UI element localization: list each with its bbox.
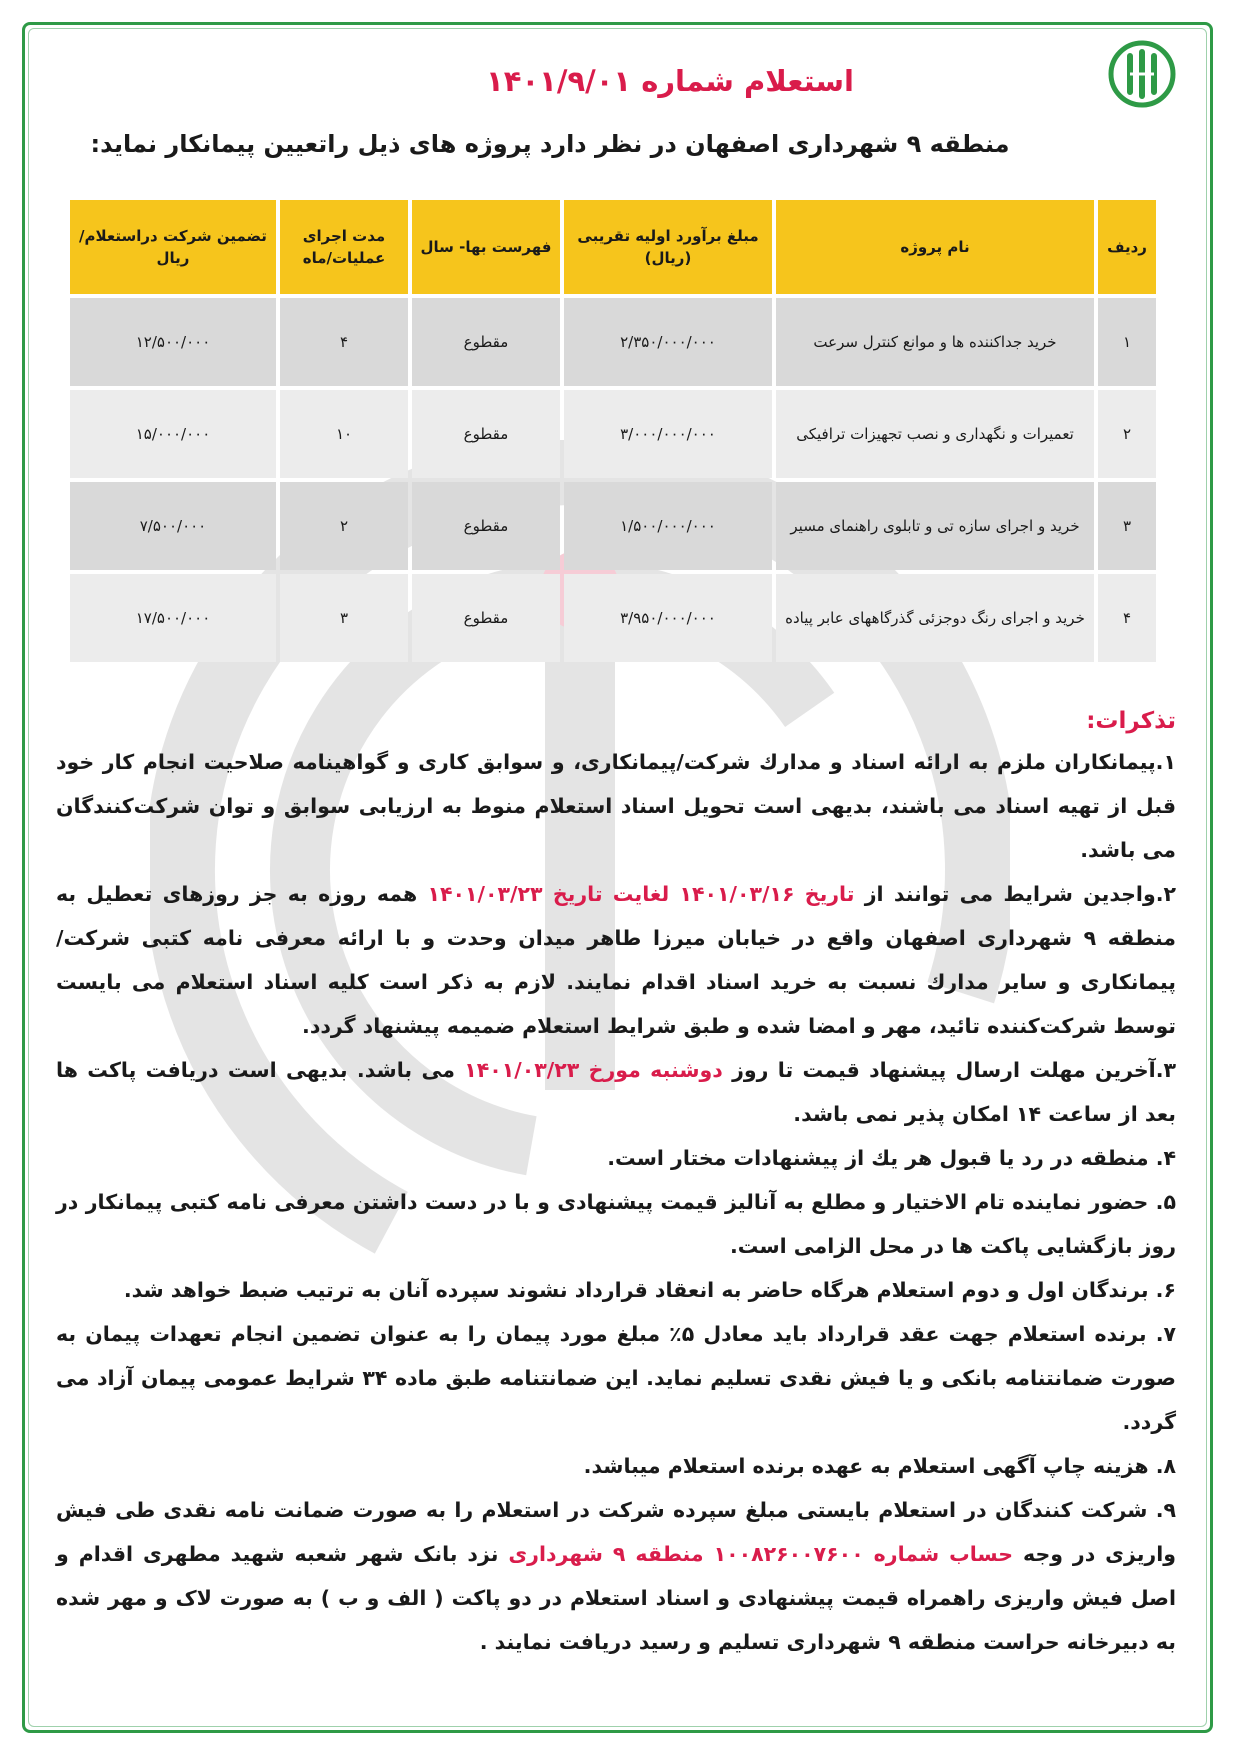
cell-price-list: مقطوع (412, 298, 560, 386)
note-1: ۱.پیمانکاران ملزم به ارائه اسناد و مدارك شرکت/پیمانکاری، و سوابق کاری و گواهینامه صلاحیت انجام کار خود قبل از تهیه اسناد می باشند، بدیهی است تحویل اسناد استعلام منوط به ارزیابی سوابق و توان شرکت‌کنندگان می باشد. (56, 750, 1176, 862)
cell-project-name: خرید جداکننده ها و موانع کنترل سرعت (776, 298, 1094, 386)
cell-duration: ۳ (280, 574, 408, 662)
cell-estimate: ۳/۹۵۰/۰۰۰/۰۰۰ (564, 574, 772, 662)
note-3-text-end: می باشد. بدیهی است دریافت پاکت ها بعد از ساعت ۱۴ امکان پذیر نمی باشد. (56, 1058, 1176, 1126)
cell-estimate: ۳/۰۰۰/۰۰۰/۰۰۰ (564, 390, 772, 478)
note-2 (56, 872, 1176, 1048)
note-9 (56, 1488, 1176, 1664)
cell-index: ۱ (1098, 298, 1156, 386)
note-2-date-range: تاریخ ۱۴۰۱/۰۳/۱۶ لغایت تاریخ ۱۴۰۱/۰۳/۲۳ (427, 882, 855, 906)
table-row (70, 482, 1156, 570)
note-5: ۵. حضور نماینده تام الاختیار و مطلع به آنالیز قیمت پیشنهادی و با در دست داشتن معرفی نامه کتبی پیمانکار در روز بازگشایی پاکت ها در محل الزامی است. (56, 1190, 1176, 1258)
note-3-text-start: ۳.آخرین مهلت ارسال پیشنهاد قیمت تا روز (732, 1058, 1177, 1082)
table-row (70, 574, 1156, 662)
note-9-text-end: نزد بانک شهر شعبه شهید مطهری اقدام و اصل فیش واریزی راهمراه قیمت پیشنهادی و اسناد استعلام در دو پاکت ( الف و ب ) به صورت لاک و مهر شده به دبیرخانه حراست منطقه ۹ شهرداری تسلیم و رسید دریافت نمایند . (56, 1542, 1176, 1654)
cell-duration: ۲ (280, 482, 408, 570)
notes-title: تذکرات: (1086, 708, 1176, 734)
note-2-text-end: همه روزه به جز روزهای تعطیل به منطقه ۹ شهرداری اصفهان واقع در خیابان میرزا طاهر میدان وحدت و با ارائه معرفی نامه کتبی شرکت/پیمانکاری و سایر مدارك نسبت به خرید اسناد اقدام نمایند. لازم به ذکر است کلیه اسناد استعلام می بایست توسط شرکت‌کننده تائید، مهر و امضا شده و طبق شرایط استعلام ضمیمه پیشنهاد گردد. (56, 882, 1176, 1038)
projects-table (66, 196, 1160, 666)
col-header-price-list: فهرست بها- سال (412, 200, 560, 294)
cell-project-name: خرید و اجرای رنگ دوجزئی گذرگاههای عابر پیاده (776, 574, 1094, 662)
cell-guarantee: ۱۷/۵۰۰/۰۰۰ (70, 574, 276, 662)
cell-index: ۲ (1098, 390, 1156, 478)
notes-section (56, 708, 1176, 1664)
cell-guarantee: ۱۲/۵۰۰/۰۰۰ (70, 298, 276, 386)
table-row (70, 298, 1156, 386)
table-header-row (70, 200, 1156, 294)
page-title: استعلام شماره ۱۴۰۱/۹/۰۱ (486, 64, 854, 98)
note-2-text-start: ۲.واجدین شرایط می توانند از (864, 882, 1177, 906)
note-7: ۷. برنده استعلام جهت عقد قرارداد باید معادل ۵٪ مبلغ مورد پیمان را به عنوان تضمین انجام تعهدات پیمان به صورت ضمانتنامه بانکی و یا فیش نقدی تسلیم نماید. این ضمانتنامه طبق ماده ۳۴ شرایط عمومی پیمان آزاد می گردد. (56, 1322, 1177, 1434)
note-4: ۴. منطقه در رد یا قبول هر یك از پیشنهادات مختار است. (607, 1146, 1176, 1170)
cell-price-list: مقطوع (412, 482, 560, 570)
cell-guarantee: ۷/۵۰۰/۰۰۰ (70, 482, 276, 570)
cell-project-name: تعمیرات و نگهداری و نصب تجهیزات ترافیکی (776, 390, 1094, 478)
note-3 (56, 1048, 1176, 1136)
cell-index: ۳ (1098, 482, 1156, 570)
col-header-duration: مدت اجرای عملیات/ماه (280, 200, 408, 294)
note-9-text-start: ۹. شرکت کنندگان در استعلام بایستی مبلغ سپرده شرکت در استعلام را به صورت ضمانت نامه نقدی طی فیش واریزی در وجه (56, 1498, 1176, 1566)
col-header-guarantee: تضمین شرکت دراستعلام/ریال (70, 200, 276, 294)
cell-estimate: ۱/۵۰۰/۰۰۰/۰۰۰ (564, 482, 772, 570)
cell-price-list: مقطوع (412, 390, 560, 478)
cell-project-name: خرید و اجرای سازه تی و تابلوی راهنمای مسیر (776, 482, 1094, 570)
note-8: ۸. هزینه چاپ آگهی استعلام به عهده برنده استعلام میباشد. (583, 1454, 1176, 1478)
col-header-index: ردیف (1098, 200, 1156, 294)
note-9-account-number: حساب شماره ۱۰۰۸۲۶۰۰۷۶۰۰ منطقه ۹ شهرداری (508, 1542, 1014, 1566)
col-header-estimate: مبلغ برآورد اولیه تقریبی (ریال) (564, 200, 772, 294)
cell-estimate: ۲/۳۵۰/۰۰۰/۰۰۰ (564, 298, 772, 386)
cell-index: ۴ (1098, 574, 1156, 662)
cell-price-list: مقطوع (412, 574, 560, 662)
cell-guarantee: ۱۵/۰۰۰/۰۰۰ (70, 390, 276, 478)
note-6: ۶. برندگان اول و دوم استعلام هرگاه حاضر به انعقاد قرارداد نشوند سپرده آنان به ترتیب ضبط خواهد شد. (123, 1278, 1176, 1302)
col-header-name: نام پروژه (776, 200, 1094, 294)
cell-duration: ۱۰ (280, 390, 408, 478)
cell-duration: ۴ (280, 298, 408, 386)
table-row (70, 390, 1156, 478)
page-subtitle: منطقه ۹ شهرداری اصفهان در نظر دارد پروژه های ذیل راتعیین پیمانکار نماید: (90, 130, 1010, 158)
note-3-deadline: دوشنبه مورخ ۱۴۰۱/۰۳/۲۳ (464, 1058, 723, 1082)
